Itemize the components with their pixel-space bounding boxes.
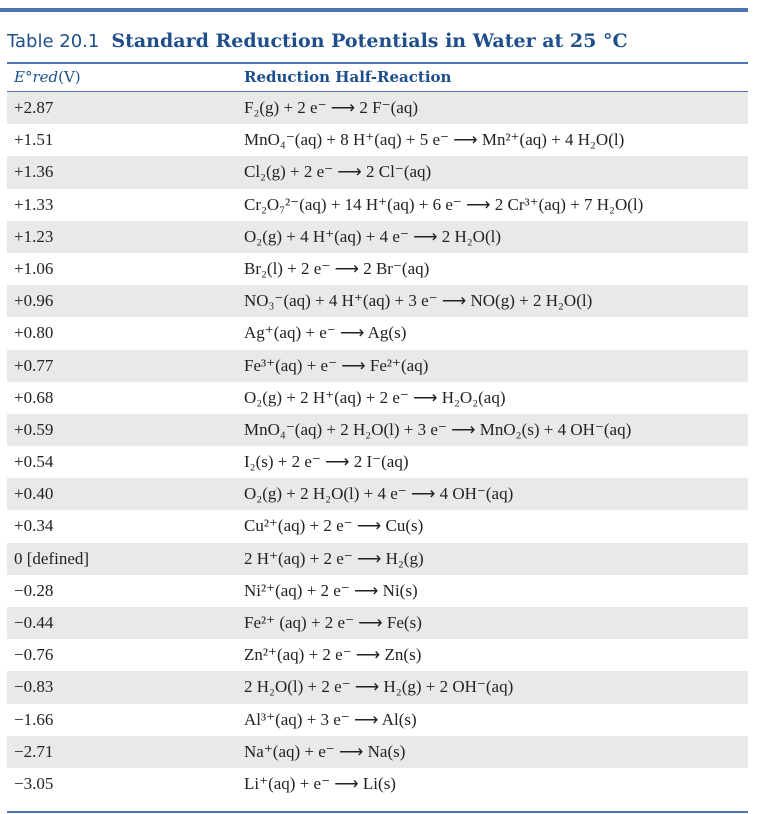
potential-cell: −2.71: [14, 741, 54, 761]
reaction-cell: NO₃⁻(aq) + 4 H⁺(aq) + 3 e⁻ ⟶ NO(g) + 2 H₂O(l): [244, 291, 593, 311]
reaction-cell: Fe³⁺(aq) + e⁻ ⟶ Fe²⁺(aq): [244, 355, 429, 375]
potential-cell: +0.59: [14, 419, 54, 439]
potential-cell: +1.33: [14, 194, 54, 214]
potential-cell: −0.28: [14, 580, 54, 600]
potential-symbol: E°red: [14, 68, 59, 86]
reaction-cell: O₂(g) + 2 H₂O(l) + 4 e⁻ ⟶ 4 OH⁻(aq): [244, 484, 514, 504]
potential-cell: +0.40: [14, 484, 54, 504]
table-row: [7, 510, 748, 542]
potential-cell: +0.54: [14, 452, 54, 472]
table-row: [7, 253, 748, 285]
reaction-column-header: Reduction Half-Reaction: [244, 68, 452, 86]
reaction-cell: O₂(g) + 4 H⁺(aq) + 4 e⁻ ⟶ 2 H₂O(l): [244, 226, 501, 246]
reaction-cell: Cu²⁺(aq) + 2 e⁻ ⟶ Cu(s): [244, 516, 424, 536]
table-row: [7, 414, 748, 446]
table-row: [7, 736, 748, 768]
reaction-cell: 2 H₂O(l) + 2 e⁻ ⟶ H₂(g) + 2 OH⁻(aq): [244, 677, 514, 697]
table-row: [7, 92, 748, 124]
reaction-cell: Cr₂O₇²⁻(aq) + 14 H⁺(aq) + 6 e⁻ ⟶ 2 Cr³⁺(aq) + 7 H₂O(l): [244, 194, 644, 214]
table-body: [7, 92, 748, 800]
reaction-cell: O₂(g) + 2 H⁺(aq) + 2 e⁻ ⟶ H₂O₂(aq): [244, 387, 506, 407]
potential-cell: 0 [defined]: [14, 548, 90, 568]
table-row: [7, 768, 748, 800]
reaction-cell: F₂(g) + 2 e⁻ ⟶ 2 F⁻(aq): [244, 98, 418, 117]
potential-cell: +0.80: [14, 323, 54, 343]
table-row: [7, 478, 748, 510]
potential-cell: +0.68: [14, 387, 54, 407]
reaction-cell: 2 H⁺(aq) + 2 e⁻ ⟶ H₂(g): [244, 548, 424, 568]
potential-cell: +0.34: [14, 516, 54, 536]
reaction-cell: I₂(s) + 2 e⁻ ⟶ 2 I⁻(aq): [244, 452, 409, 472]
potential-cell: +1.23: [14, 226, 54, 246]
reaction-cell: Fe²⁺ (aq) + 2 e⁻ ⟶ Fe(s): [244, 613, 422, 632]
table-row: [7, 671, 748, 703]
potential-cell: +0.96: [14, 291, 54, 311]
table-row: [7, 382, 748, 414]
potential-cell: −0.83: [14, 677, 54, 697]
potential-cell: −1.66: [14, 709, 54, 729]
reaction-cell: MnO₄⁻(aq) + 8 H⁺(aq) + 5 e⁻ ⟶ Mn²⁺(aq) + 4 H₂O(l): [244, 130, 625, 150]
potential-cell: −0.76: [14, 645, 54, 665]
table-bottom-rule: [7, 811, 748, 813]
potential-cell: −3.05: [14, 773, 54, 793]
reaction-cell: Ag⁺(aq) + e⁻ ⟶ Ag(s): [244, 323, 407, 343]
table-row: [7, 156, 748, 188]
table-title: [7, 24, 628, 58]
reaction-cell: Na⁺(aq) + e⁻ ⟶ Na(s): [244, 741, 406, 761]
potential-cell: +1.06: [14, 258, 54, 278]
potential-cell: +1.36: [14, 162, 54, 182]
table-row: [7, 189, 748, 221]
reaction-cell: Ni²⁺(aq) + 2 e⁻ ⟶ Ni(s): [244, 580, 418, 600]
potential-cell: +2.87: [14, 98, 54, 117]
reaction-cell: MnO₄⁻(aq) + 2 H₂O(l) + 3 e⁻ ⟶ MnO₂(s) + 4 OH⁻(aq): [244, 419, 632, 439]
table-name: Standard Reduction Potentials in Water at 25 °C: [111, 30, 628, 52]
top-accent-bar: [0, 8, 748, 12]
potential-column-header: [14, 64, 81, 91]
potential-unit: (V): [58, 68, 81, 86]
table-row: [7, 704, 748, 736]
reaction-cell: Al³⁺(aq) + 3 e⁻ ⟶ Al(s): [244, 709, 417, 729]
table-row: [7, 575, 748, 607]
table-number: Table 20.1: [7, 31, 100, 52]
potential-cell: −0.44: [14, 613, 54, 632]
table-row: [7, 124, 748, 156]
table-row: [7, 543, 748, 575]
reaction-cell: Cl₂(g) + 2 e⁻ ⟶ 2 Cl⁻(aq): [244, 162, 432, 182]
table-row: [7, 221, 748, 253]
reaction-cell: Zn²⁺(aq) + 2 e⁻ ⟶ Zn(s): [244, 645, 422, 665]
table-row: [7, 350, 748, 382]
table-row: [7, 446, 748, 478]
table-row: [7, 317, 748, 349]
table-row: [7, 639, 748, 671]
table-row: [7, 285, 748, 317]
potential-cell: +1.51: [14, 130, 54, 150]
reaction-cell: Li⁺(aq) + e⁻ ⟶ Li(s): [244, 773, 396, 793]
reaction-cell: Br₂(l) + 2 e⁻ ⟶ 2 Br⁻(aq): [244, 258, 430, 278]
table-row: [7, 607, 748, 639]
potential-cell: +0.77: [14, 355, 54, 375]
